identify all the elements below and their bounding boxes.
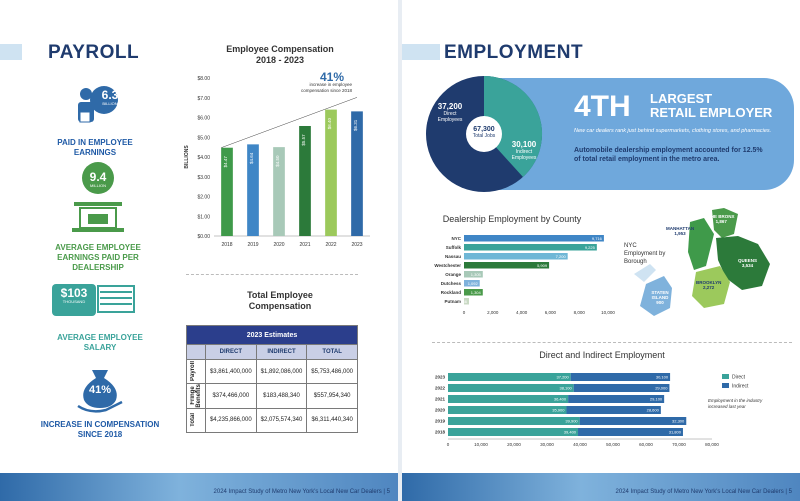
data-label-indirect: 28,600 <box>646 407 659 413</box>
pie-indirect-value: 30,100 <box>511 140 537 149</box>
stat-salary-unit: THOUSAND <box>62 299 86 304</box>
category-label: 2019 <box>434 418 445 424</box>
bar-direct <box>448 373 571 381</box>
col-direct: DIRECT <box>206 345 257 360</box>
category-label: 2023 <box>434 374 445 380</box>
bar-direct <box>448 384 574 392</box>
bar-direct <box>448 395 568 403</box>
table-title-line1: Total Employee <box>247 290 313 300</box>
borough-name: BROOKLYN <box>696 280 722 285</box>
divider <box>186 274 358 275</box>
table-cell: $6,311,440,340 <box>307 408 358 432</box>
data-label-direct: 39,400 <box>563 429 577 435</box>
y-tick-label: $1.00 <box>197 214 210 221</box>
row-label: Payroll <box>190 361 196 382</box>
y-tick-label: $6.00 <box>197 115 210 122</box>
county-chart <box>420 230 620 322</box>
rank-heading-line1: LARGEST <box>650 91 713 106</box>
pie-direct-value: 37,200 <box>437 102 463 111</box>
x-tick-label: 2021 <box>299 242 311 248</box>
borough-value: 900 <box>656 300 664 305</box>
data-label-indirect: 29,100 <box>649 396 663 402</box>
table-cell: $5,753,486,000 <box>307 360 358 384</box>
data-label-indirect: 29,000 <box>655 385 668 391</box>
table-row <box>187 384 358 409</box>
data-label: 1,092 <box>467 281 478 286</box>
pie-indirect-label: Indirect Employees <box>511 149 537 161</box>
borough-name: MANHATTAN <box>666 226 695 231</box>
data-label-direct: 39,900 <box>565 418 578 424</box>
x-tick-label: 4,000 <box>515 310 528 315</box>
stat-payroll-unit: BILLION <box>102 101 118 106</box>
divider <box>432 342 792 343</box>
data-label: $4.50 <box>275 155 280 167</box>
y-tick-label: $3.00 <box>197 174 210 181</box>
data-label-direct: 36,400 <box>553 396 567 402</box>
x-tick-label: 20,000 <box>507 442 521 447</box>
data-label-indirect: 32,300 <box>672 418 685 424</box>
data-label-indirect: 30,100 <box>655 374 669 380</box>
x-tick-label: 60,000 <box>639 442 653 447</box>
x-tick-label: 10,000 <box>474 442 488 447</box>
x-tick-label: 8,000 <box>573 310 585 315</box>
x-tick-label: 30,000 <box>540 442 554 447</box>
x-tick-label: 2020 <box>273 242 285 248</box>
category-label: Orange <box>445 272 461 277</box>
table-cell: $2,075,574,340 <box>256 408 307 432</box>
data-label-direct: 37,200 <box>556 374 569 380</box>
data-label: 9,716 <box>591 236 602 241</box>
comp-annotation-value: 41% <box>320 70 345 84</box>
comp-chart <box>180 68 380 258</box>
table-corner <box>187 345 206 360</box>
data-label: $6.31 <box>353 119 358 132</box>
y-tick-label: $4.00 <box>197 155 210 161</box>
table-cell: $557,954,340 <box>307 384 358 409</box>
bar <box>464 244 597 251</box>
row-label-cell <box>187 384 206 409</box>
page-number: 5 <box>386 489 390 495</box>
pie-direct <box>432 102 468 123</box>
pie-total-value: 67,300 <box>473 126 495 133</box>
x-tick-label: 0 <box>446 442 450 447</box>
footer-band <box>402 473 800 501</box>
pie-total <box>469 126 499 139</box>
data-label-direct: 35,900 <box>552 407 565 413</box>
data-label: $5.57 <box>301 134 306 146</box>
table-row <box>187 360 358 384</box>
stat-increase-label: INCREASE IN COMPENSATION SINCE 2018 <box>40 420 160 439</box>
bar-direct <box>448 417 580 425</box>
data-label: $4.64 <box>249 152 254 164</box>
employment-chart <box>426 368 800 458</box>
comp-chart-title-line1: Employee Compensation <box>226 44 334 54</box>
borough-brooklyn <box>696 280 721 290</box>
borough-value: 1,953 <box>674 231 686 236</box>
y-tick-label: $7.00 <box>197 95 210 102</box>
x-tick-label: 40,000 <box>573 442 587 447</box>
data-label: $6.40 <box>327 117 332 130</box>
row-label-cell <box>187 360 206 384</box>
bar-direct <box>448 406 566 414</box>
category-label: 2022 <box>434 385 445 391</box>
x-tick-label: 10,000 <box>601 310 615 315</box>
borough-name: THE BRONX <box>708 214 735 219</box>
stat-salary-value: $103 <box>60 286 88 300</box>
borough-value: 1,867 <box>715 219 727 224</box>
rank-heading-line2: RETAIL EMPLOYER <box>650 105 773 120</box>
row-label: Fringe Benefits <box>190 384 202 408</box>
table-cell: $4,235,866,000 <box>206 408 257 432</box>
pie-total-label: Total Jobs <box>472 133 496 139</box>
table-cell: $3,861,400,000 <box>206 360 257 384</box>
col-indirect: INDIRECT <box>256 345 307 360</box>
data-label-indirect: 31,800 <box>668 429 681 435</box>
y-tick-label: $0.00 <box>197 234 210 240</box>
rank-stat: Automobile dealership employment accounted for 12.5% of total retail employment in the metro area. <box>574 147 763 163</box>
category-label: 2021 <box>434 396 445 402</box>
table-header: 2023 Estimates <box>187 326 358 345</box>
rank-heading <box>650 92 772 120</box>
data-label-direct: 38,100 <box>559 385 572 391</box>
table-cell: $1,892,086,000 <box>256 360 307 384</box>
x-tick-label: 2022 <box>325 242 337 248</box>
x-tick-label: 70,000 <box>672 442 686 447</box>
bar-indirect <box>578 428 683 436</box>
stat-payroll-label: PAID IN EMPLOYEE EARNINGS <box>57 138 133 157</box>
x-tick-label: 80,000 <box>705 442 719 447</box>
data-label: 1,304 <box>470 290 481 295</box>
bar <box>464 253 568 260</box>
table-row <box>187 408 358 432</box>
data-label: 346 <box>460 299 467 304</box>
stat-payroll-value: 6.3 <box>101 88 119 102</box>
category-label: 2018 <box>434 429 445 435</box>
comp-chart-title-line2: 2018 - 2023 <box>255 55 305 65</box>
stat-salary-label: AVERAGE EMPLOYEE SALARY <box>57 333 143 352</box>
legend-swatch-direct <box>722 374 729 379</box>
footer-text: 2024 Impact Study of Metro New York's Local New Car Dealers | 5 <box>213 489 390 495</box>
x-tick-label: 2,000 <box>487 310 499 315</box>
x-tick-label: 2018 <box>221 242 233 248</box>
section-title-payroll: PAYROLL <box>48 42 140 63</box>
footer-band <box>0 473 398 501</box>
category-label: 2020 <box>434 407 445 413</box>
table-title-line2: Compensation <box>248 301 312 311</box>
rank-number: 4TH <box>574 90 631 123</box>
footer-caption: 2024 Impact Study of Metro New York's Local New Car Dealers <box>213 489 382 495</box>
x-tick-label: 2019 <box>247 242 259 248</box>
borough-bronx <box>708 214 735 224</box>
data-label: 1,305 <box>470 272 481 277</box>
borough-manhattan <box>666 226 694 236</box>
map-title: NYC Employment by Borough <box>624 243 666 265</box>
rank-subtext: New car dealers rank just behind supermarkets, clothing stores, and pharmacies. <box>574 128 772 134</box>
legend-label-indirect: Indirect <box>732 383 749 390</box>
row-label: Total <box>190 413 196 428</box>
bar-direct <box>448 428 578 436</box>
data-label: 9,225 <box>584 245 595 250</box>
borough-staten-island <box>646 290 674 305</box>
x-tick-label: 50,000 <box>606 442 620 447</box>
category-label: Nassau <box>444 254 461 259</box>
pie-indirect <box>506 140 542 161</box>
table-title <box>200 290 360 312</box>
borough-value: 3,534 <box>741 263 754 268</box>
page-number: 5 <box>788 489 792 495</box>
compensation-table <box>186 325 358 433</box>
col-total: TOTAL <box>307 345 358 360</box>
bar-indirect <box>580 417 687 425</box>
footer-caption: 2024 Impact Study of Metro New York's Local New Car Dealers <box>615 489 784 495</box>
stat-earnings-value: 9.4 <box>89 170 107 184</box>
category-label: Putnam <box>444 299 461 304</box>
y-axis-label: BILLIONS <box>184 145 190 169</box>
category-label: Dutchess <box>440 281 461 286</box>
footer-text: 2024 Impact Study of Metro New York's Local New Car Dealers | 5 <box>615 489 792 495</box>
borough-queens <box>738 258 757 268</box>
stat-increase-value: 41% <box>88 384 112 396</box>
title-accent-bar <box>402 44 440 60</box>
category-label: Rockland <box>440 290 461 295</box>
employment-chart-title: Direct and Indirect Employment <box>539 350 665 360</box>
left-page <box>0 0 398 501</box>
y-tick-label: $2.00 <box>197 194 210 201</box>
table-cell: $374,466,000 <box>206 384 257 409</box>
employment-note: Employment in the industry increased last year <box>708 398 763 409</box>
x-tick-label: 6,000 <box>544 310 557 315</box>
stat-earnings-label: AVERAGE EMPLOYEE EARNINGS PAID PER DEALERSHIP <box>55 243 141 272</box>
x-tick-label: 2023 <box>351 242 363 248</box>
section-title-employment: EMPLOYMENT <box>444 42 584 63</box>
stat-earnings-unit: MILLION <box>89 183 106 188</box>
legend-label-direct: Direct <box>732 374 746 381</box>
bar <box>464 235 604 242</box>
pie-direct-label: Direct Employees <box>437 111 463 123</box>
x-tick-label: 0 <box>462 310 466 315</box>
y-tick-label: $5.00 <box>197 135 210 142</box>
comp-annotation-text: increase in employee compensation since 2018 <box>300 82 352 93</box>
category-label: Westchester <box>434 263 461 268</box>
county-chart-title: Dealership Employment by County <box>442 214 582 224</box>
data-label: $4.47 <box>223 156 228 168</box>
data-label: 5,909 <box>537 263 548 268</box>
borough-name: QUEENS <box>738 258 758 263</box>
y-tick-label: $8.00 <box>197 76 210 82</box>
right-page <box>402 0 800 501</box>
borough-value: 2,272 <box>703 285 715 290</box>
legend-swatch-indirect <box>722 383 729 388</box>
borough-name: STATEN ISLAND <box>651 290 669 300</box>
row-label-cell <box>187 408 206 432</box>
comp-chart-title <box>200 44 360 66</box>
title-accent-bar <box>0 44 22 60</box>
category-label: Suffolk <box>445 245 461 250</box>
table-cell: $183,488,340 <box>256 384 307 409</box>
data-label: 7,200 <box>555 254 566 259</box>
category-label: NYC <box>451 236 461 241</box>
